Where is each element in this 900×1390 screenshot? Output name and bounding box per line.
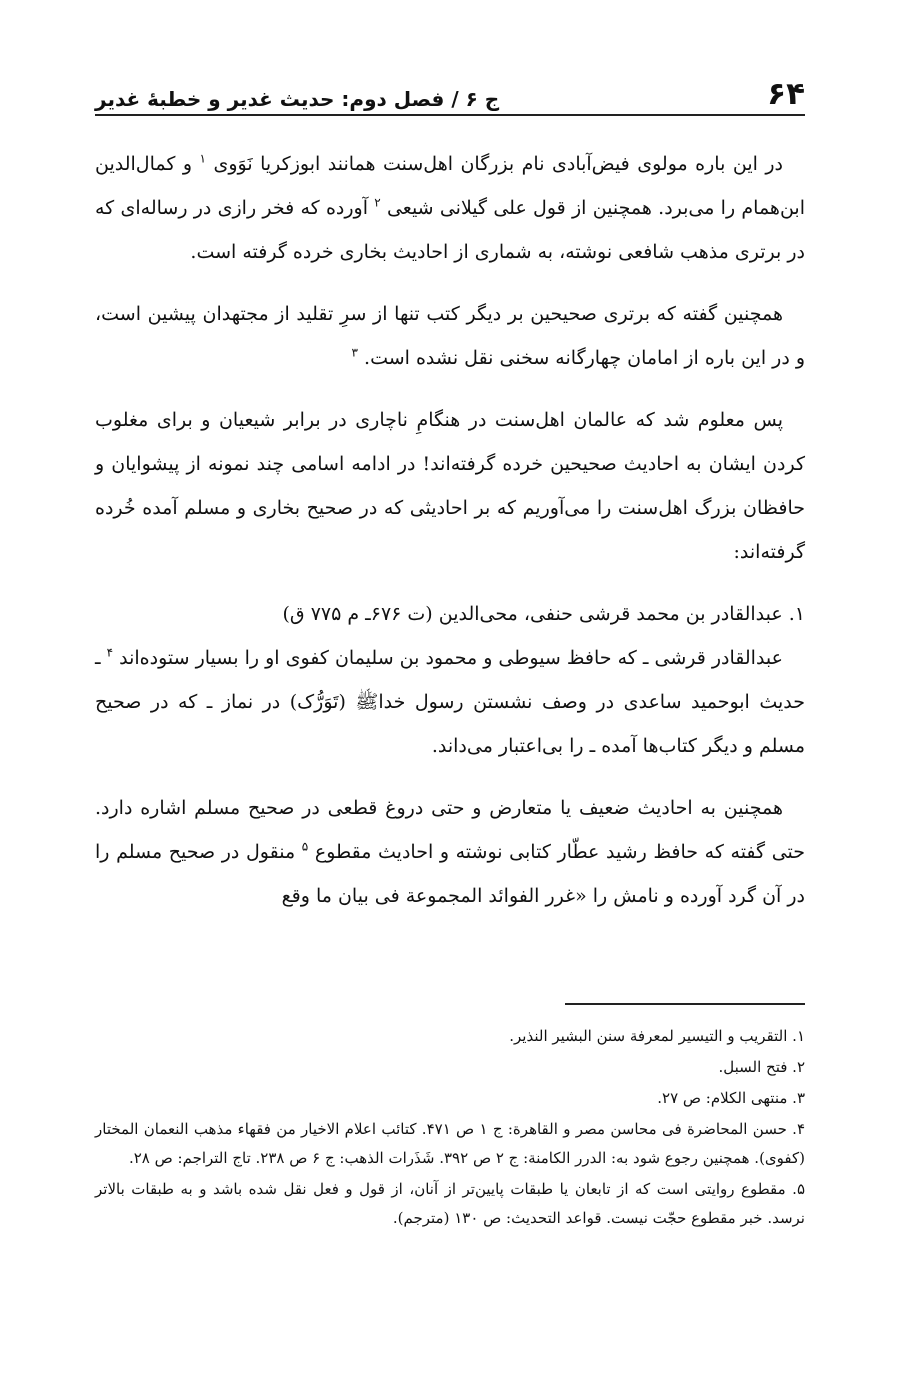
paragraph-2 — [95, 292, 805, 380]
paragraph-1-text-a: در این باره مولوی فیض‌آبادی نام بزرگان اهل‌سنت همانند ابوزکریا نَوَوی — [213, 153, 783, 175]
paragraph-3 — [95, 398, 805, 574]
main-text — [95, 142, 805, 936]
page-header — [95, 70, 805, 116]
footnote-2: ۲. فتح السبل. — [718, 1058, 805, 1076]
paragraph-1-text-c: آورده که فخر رازی در رساله‌ای که در برتری مذهب شافعی نوشته، به شماری از احادیث بخاری خرده گرفته است. — [95, 197, 805, 263]
numbered-item-title — [95, 592, 805, 636]
paragraph-4 — [95, 636, 805, 768]
footnote-3: ۳. منتهی الکلام: ص ۲۷. — [657, 1089, 805, 1107]
book-page — [95, 0, 805, 1390]
paragraph-1-text-b: و کمال‌الدین ابن‌همام را می‌برد. همچنین از قول علی گیلانی شیعی — [95, 153, 805, 219]
footnote-marker-4: ۴ — [106, 645, 114, 660]
page-number: ۶۴ — [767, 76, 805, 112]
footnote-marker-3: ۳ — [351, 345, 358, 360]
footnote-4: ۴. حسن المحاضرة فی محاسن مصر و القاهرة: ج ۱ ص ۴۷۱. کتائب اعلام الاخیار من فقهاء مذهب النعمان المختار (کفوی). همچنین رجوع شود به: الدرر الکامنة: ج ۲ ص ۳۹۲. شَذَرات الذهب: ج ۶ ص ۲۳۸. تاج التراجم: ص ۲۸. — [95, 1120, 806, 1167]
running-header: ج ۶ / فصل دوم: حدیث غدیر و خطبهٔ غدیر — [95, 87, 500, 111]
footnote-marker-2: ۲ — [374, 195, 381, 210]
footnotes — [95, 1022, 805, 1235]
paragraph-2-text: همچنین گفته که برتری صحیحین بر دیگر کتب تنها از سرِ تقلید از مجتهدان پیشین است، و در این باره از امامان چهارگانه سخنی نقل نشده است. — [95, 303, 805, 369]
footnote-1: ۱. التقریب و التیسیر لمعرفة سنن البشیر النذیر. — [509, 1027, 805, 1045]
paragraph-3-text: پس معلوم شد که عالمان اهل‌سنت در هنگامِ ناچاری در برابر شیعیان و برای مغلوب کردن ایشان به احادیث صحیحین خرده گرفته‌اند! در ادامه اسامی چند نمونه از پیشوایان و حافظان بزرگ اهل‌سنت را می‌آوریم که بر احادیثی که در صحیح بخاری و مسلم آمده خُرده گرفته‌اند: — [95, 409, 805, 563]
paragraph-5-text-a: همچنین به احادیث ضعیف یا متعارض و حتی دروغ قطعی در صحیح مسلم اشاره دارد. حتی گفته که حافظ رشید عطّار کتابی نوشته و احادیث مقطوع — [95, 797, 806, 863]
paragraph-4-text-b: ـ حدیث ابوحمید ساعدی در وصف نشستن رسول خداﷺ (تَوَرُّک) در نماز ـ که در صحیح مسلم و دیگر کتاب‌ها آمده ـ را بی‌اعتبار می‌داند. — [95, 647, 805, 757]
paragraph-5 — [95, 786, 805, 918]
footnote-marker-1: ۱ — [199, 151, 206, 166]
footnote-marker-5: ۵ — [301, 839, 309, 854]
paragraph-4-text-a: عبدالقادر قرشی ـ که حافظ سیوطی و محمود بن سلیمان کفوی او را بسیار ستوده‌اند — [119, 647, 783, 669]
numbered-item-title-text: ۱. عبدالقادر بن محمد قرشی حنفی، محی‌الدین (ت ۶۷۶ـ م ۷۷۵ ق) — [282, 603, 805, 625]
footnote-5: ۵. مقطوع روایتی است که از تابعان یا طبقات پایین‌تر از آنان، از قول و فعل نقل شده باشد و به طبقات بالاتر نرسد. خبر مقطوع حجّت نیست. قواعد التحدیث: ص ۱۳۰ (مترجم). — [95, 1180, 805, 1227]
footnote-separator — [565, 1003, 805, 1005]
paragraph-1 — [95, 142, 805, 274]
paragraph-5-text-b: منقول در صحیح مسلم را در آن گرد آورده و نامش را «غرر الفوائد المجموعة فی بیان ما وقع — [95, 841, 805, 907]
